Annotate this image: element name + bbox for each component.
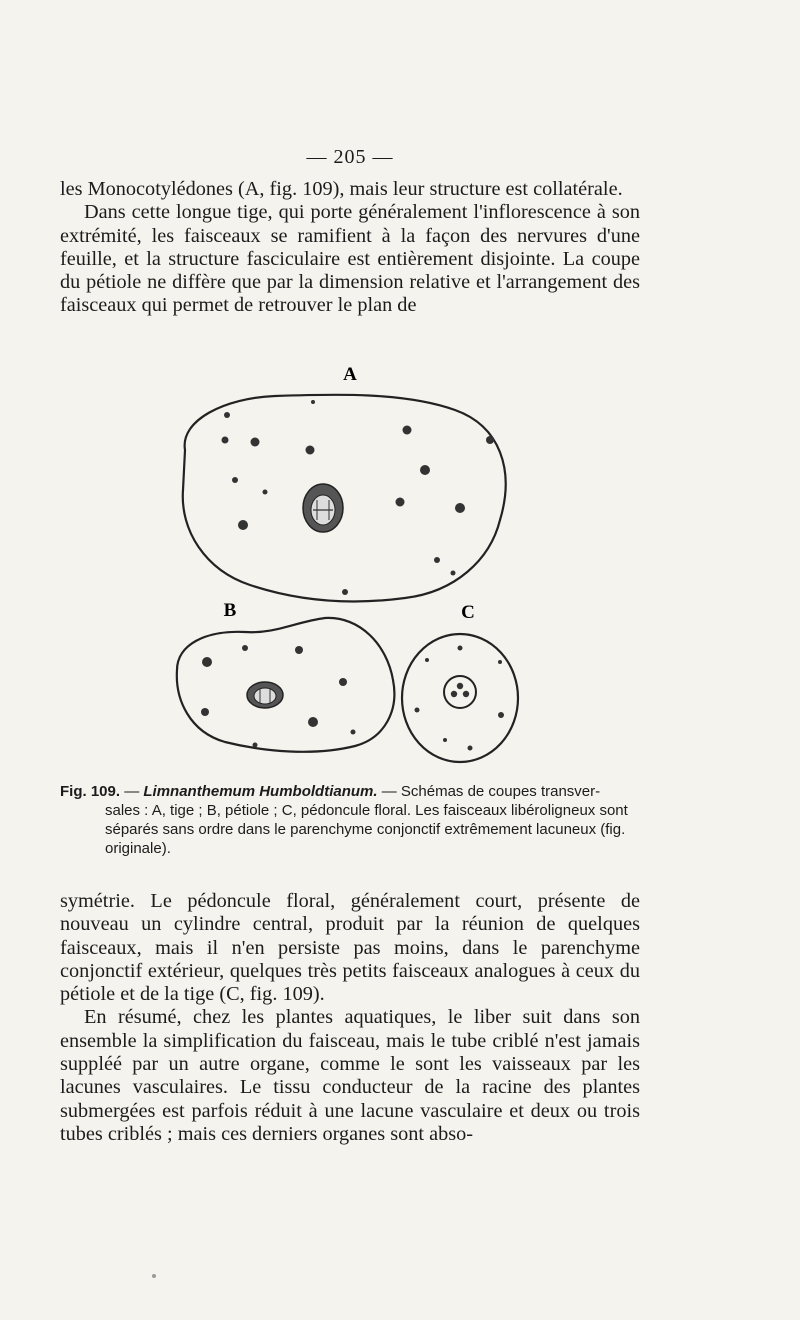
page-number: — 205 — [306, 146, 394, 168]
label-b: B [223, 600, 237, 621]
central-bundle [303, 484, 343, 532]
petiole-section-outline [177, 618, 395, 752]
caption-figure-number: Fig. 109. [60, 783, 121, 800]
paragraph: les Monocotylédones (A, fig. 109), mais leur structure est collatérale. [60, 178, 623, 200]
bundles-a [222, 400, 495, 595]
body-text-bottom [60, 890, 640, 1146]
figure-caption [60, 782, 640, 858]
paper-speck [152, 1274, 156, 1278]
peduncle-central-cylinder [444, 676, 476, 708]
caption-species: Limnanthemum Humboldtianum. [143, 783, 378, 800]
paragraph: En résumé, chez les plantes aquatiques, le liber suit dans son ensemble la simplification du faisceau, mais le tube criblé n'est jamais suppléé par un autre organe, comme le sont les vaisseaux par les lacunes vasculaires. Le tissu conducteur de la racine des plantes submergées est parfois réduit à une lacune vasculaire et deux ou trois tubes criblés ; mais ces derniers organes sont abso- [60, 1006, 640, 1145]
stem-section-outline [183, 395, 506, 602]
caption-text: sales : A, tige ; B, pétiole ; C, pédoncule floral. Les faisceaux libéroligneux sont séparés sans ordre dans le parenchyme conjonctif extrêmement lacuneux (fig. originale). [105, 802, 628, 857]
caption-text-first: — Schémas de coupes transver- [377, 783, 601, 800]
label-a: A [343, 364, 357, 385]
cross-section-diagram [155, 360, 535, 790]
paragraph: Dans cette longue tige, qui porte généralement l'inflorescence à son extrémité, les faisceaux se ramifient à la façon des nervures d'une feuille, et la structure fasciculaire est entièrement disjointe. La coupe du pétiole ne diffère que par la dimension relative et l'arrangement des faisceaux qui permet de retrouver le plan de [60, 201, 640, 317]
body-text-top [60, 178, 640, 318]
figure-109 [155, 360, 535, 790]
label-c: C [461, 602, 475, 623]
caption-dash: — [120, 783, 144, 800]
paragraph: symétrie. Le pédoncule floral, généralement court, présente de nouveau un cylindre central, produit par la réunion de quelques faisceaux, mais il n'en persiste pas moins, dans le parenchyme conjonctif extérieur, quelques très petits faisceaux analogues à ceux du pétiole et de la tige (C, fig. 109). [60, 890, 640, 1006]
petiole-bundle [247, 682, 283, 708]
